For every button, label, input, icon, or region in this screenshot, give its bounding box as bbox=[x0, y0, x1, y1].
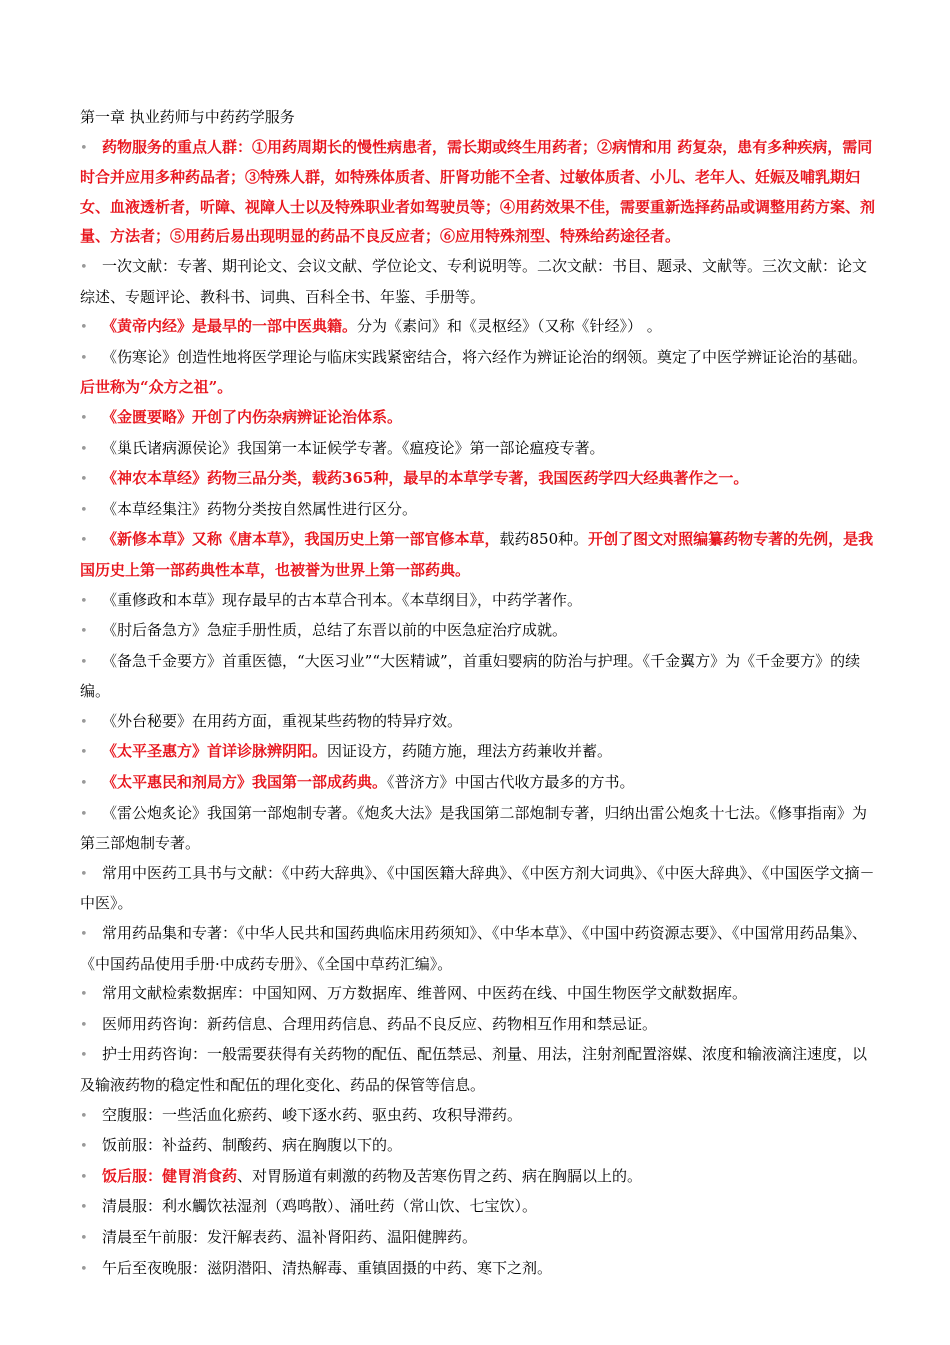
list-item bbox=[80, 647, 880, 707]
chapter-title: 第一章 执业药师与中药药学服务 bbox=[80, 108, 295, 126]
item-text: 《普济方》中国古代收方最多的方书。 bbox=[387, 773, 635, 792]
list-item bbox=[80, 859, 880, 919]
list-item bbox=[80, 1254, 880, 1285]
bullet-icon: • bbox=[80, 320, 88, 336]
bullet-icon: • bbox=[80, 350, 88, 366]
item-text: 、对胃肠道有刺激的药物及苦寒伤胃之药、病在胸膈以上的。 bbox=[237, 1166, 643, 1185]
bullet-icon: • bbox=[80, 866, 88, 882]
item-text: 午后至夜晚服：滋阴潜阳、清热解毒、重镇固摄的中药、寒下之剂。 bbox=[102, 1258, 553, 1277]
item-text: 清晨服：利水觸饮祛湿剂（鸡鸣散）、涌吐药（常山饮、七宝饮）。 bbox=[102, 1197, 538, 1216]
list-item bbox=[80, 979, 880, 1010]
bullet-icon: • bbox=[80, 1200, 88, 1216]
highlighted-text: 《太平惠民和剂局方》我国第一部成药典。 bbox=[102, 773, 388, 792]
bullet-icon: • bbox=[80, 1230, 88, 1246]
bullet-icon: • bbox=[80, 1169, 88, 1185]
item-text: 《雷公炮炙论》我国第一部炮制专著。《炮炙大法》是我国第二部炮制专著，归纳出雷公炮炙十七法。《修事指南》为第三部炮制专著。 bbox=[80, 803, 868, 853]
bullet-icon: • bbox=[80, 1048, 88, 1064]
item-text: 《本草经集注》药物分类按自然属性进行区分。 bbox=[102, 499, 418, 518]
list-item bbox=[80, 133, 880, 252]
item-text: 空腹服：一些活血化瘀药、峻下逐水药、驱虫药、攻积导滞药。 bbox=[102, 1105, 523, 1124]
bullet-icon: • bbox=[80, 472, 88, 488]
item-text: 因证设方，药随方施，理法方药兼收并蓄。 bbox=[327, 742, 613, 761]
list-item bbox=[80, 707, 880, 738]
item-text: 常用文献检索数据库：中国知网、万方数据库、维普网、中医药在线、中国生物医学文献数据库。 bbox=[102, 984, 748, 1003]
list-item bbox=[80, 1101, 880, 1132]
highlighted-text: 《太平圣惠方》首详诊脉辨阴阳。 bbox=[102, 742, 328, 761]
list-item bbox=[80, 616, 880, 647]
item-text: 《巢氏诸病源侯论》我国第一本证候学专著。《瘟疫论》第一部论瘟疫专著。 bbox=[102, 438, 605, 457]
highlighted-text: 《黄帝内经》是最早的一部中医典籍。 bbox=[102, 317, 358, 336]
highlighted-text: 《新修本草》又称《唐本草》，我国历史上第一部官修本草， bbox=[102, 530, 500, 549]
item-text: 《重修政和本草》现存最早的古本草合刊本。《本草纲目》，中药学著作。 bbox=[102, 590, 583, 609]
bullet-icon: • bbox=[80, 927, 88, 943]
item-text: 《外台秘要》在用药方面，重视某些药物的特异疗效。 bbox=[102, 711, 463, 730]
list-item bbox=[80, 768, 880, 799]
list-item bbox=[80, 252, 880, 312]
list-item bbox=[80, 434, 880, 465]
bullet-icon: • bbox=[80, 1108, 88, 1124]
list-item bbox=[80, 586, 880, 617]
list-item bbox=[80, 1010, 880, 1041]
item-text: 《肘后备急方》急症手册性质，总结了东晋以前的中医急症治疗成就。 bbox=[102, 621, 568, 640]
document-page bbox=[80, 103, 880, 1284]
list-item bbox=[80, 312, 880, 343]
bullet-icon: • bbox=[80, 806, 88, 822]
list-item bbox=[80, 1192, 880, 1223]
bullet-icon: • bbox=[80, 987, 88, 1003]
item-text: 清晨至午前服：发汗解表药、温补肾阳药、温阳健脾药。 bbox=[102, 1227, 478, 1246]
item-text: 医师用药咨询：新药信息、合理用药信息、药品不良反应、药物相互作用和禁忌证。 bbox=[102, 1014, 658, 1033]
list-item bbox=[80, 799, 880, 859]
highlighted-text: 饭后服：健胃消食药 bbox=[102, 1166, 238, 1185]
highlighted-text: 《神农本草经》药物三品分类，载药365种，最早的本草学专著，我国医药学四大经典著作之一。 bbox=[102, 469, 749, 488]
bullet-icon: • bbox=[80, 593, 88, 609]
list-item bbox=[80, 495, 880, 526]
highlighted-text: 开创了图文对照编纂药物专著的先例，是我国历史上第一部药典性本草，也被誉为世界上第一部药典。 bbox=[80, 530, 874, 579]
list-item bbox=[80, 1040, 880, 1100]
item-text: 分为《素问》和《灵枢经》（又称《针经》） 。 bbox=[357, 317, 662, 336]
bullet-icon: • bbox=[80, 776, 88, 792]
bullet-list bbox=[80, 133, 880, 1285]
list-item bbox=[80, 1131, 880, 1162]
item-text: 《伤寒论》创造性地将医学理论与临床实践紧密结合，将六经作为辨证论治的纲领。奠定了中医学辨证论治的基础。 bbox=[102, 347, 868, 366]
item-text: 护士用药咨询：一般需要获得有关药物的配伍、配伍禁忌、剂量、用法，注射剂配置溶媒、浓度和输液滴注速度，以及输液药物的稳定性和配伍的理化变化、药品的保管等信息。 bbox=[80, 1045, 868, 1094]
item-text: 《备急千金要方》首重医德，“大医习业”“大医精诚”，首重妇婴病的防治与护理。《千金翼方》为《千金要方》的续编。 bbox=[80, 651, 861, 701]
list-item bbox=[80, 1223, 880, 1254]
bullet-icon: • bbox=[80, 533, 88, 549]
list-item bbox=[80, 464, 880, 495]
highlighted-text: 《金匮要略》开创了内伤杂病辨证论治体系。 bbox=[102, 407, 403, 426]
bullet-icon: • bbox=[80, 1017, 88, 1033]
bullet-icon: • bbox=[80, 441, 88, 457]
bullet-icon: • bbox=[80, 1261, 88, 1277]
list-item bbox=[80, 343, 880, 403]
list-item bbox=[80, 919, 880, 979]
bullet-icon: • bbox=[80, 745, 88, 761]
list-item bbox=[80, 737, 880, 768]
bullet-icon: • bbox=[80, 714, 88, 730]
highlighted-text: 后世称为“众方之祖”。 bbox=[80, 378, 233, 397]
bullet-icon: • bbox=[80, 259, 88, 275]
list-item bbox=[80, 525, 880, 585]
item-text: 常用中医药工具书与文献：《中药大辞典》、《中国医籍大辞典》、《中医方剂大词典》、《中医大辞典》、《中国医学文摘－中医》。 bbox=[80, 863, 875, 913]
list-item bbox=[80, 403, 880, 434]
bullet-icon: • bbox=[80, 410, 88, 426]
bullet-icon: • bbox=[80, 502, 88, 518]
item-text: 载药850种。 bbox=[499, 530, 589, 549]
highlighted-text: 药物服务的重点人群：①用药周期长的慢性病患者，需长期或终生用药者；②病情和用 药复杂，患有多种疾病，需同时合并应用多种药品者；③特殊人群，如特殊体质者、肝肾功能不全者、过敏体质者、小儿、老年人、妊娠及哺乳期妇女、血液透析者，听障、视障人士以及特殊职业者如驾驶员等；④用药效果不佳，需要重新选择药品或调整用药方案、剂量、方法者；⑤用药后易出现明显的药品不良反应者；⑥应用特殊剂型、特殊给药途径者。 bbox=[80, 137, 876, 246]
bullet-icon: • bbox=[80, 624, 88, 640]
bullet-icon: • bbox=[80, 1139, 88, 1155]
item-text: 饭前服：补益药、制酸药、病在胸腹以下的。 bbox=[102, 1136, 403, 1155]
item-text: 一次文献：专著、期刊论文、会议文献、学位论文、专利说明等。二次文献：书目、题录、文献等。三次文献：论文综述、专题评论、教科书、词典、百科全书、年鉴、手册等。 bbox=[80, 256, 868, 306]
bullet-icon: • bbox=[80, 140, 88, 156]
item-text: 常用药品集和专著：《中华人民共和国药典临床用药须知》、《中华本草》、《中国中药资源志要》、《中国常用药品集》、《中国药品使用手册·中成药专册》、《全国中草药汇编》。 bbox=[80, 924, 868, 973]
list-item bbox=[80, 1162, 880, 1193]
bullet-icon: • bbox=[80, 654, 88, 670]
